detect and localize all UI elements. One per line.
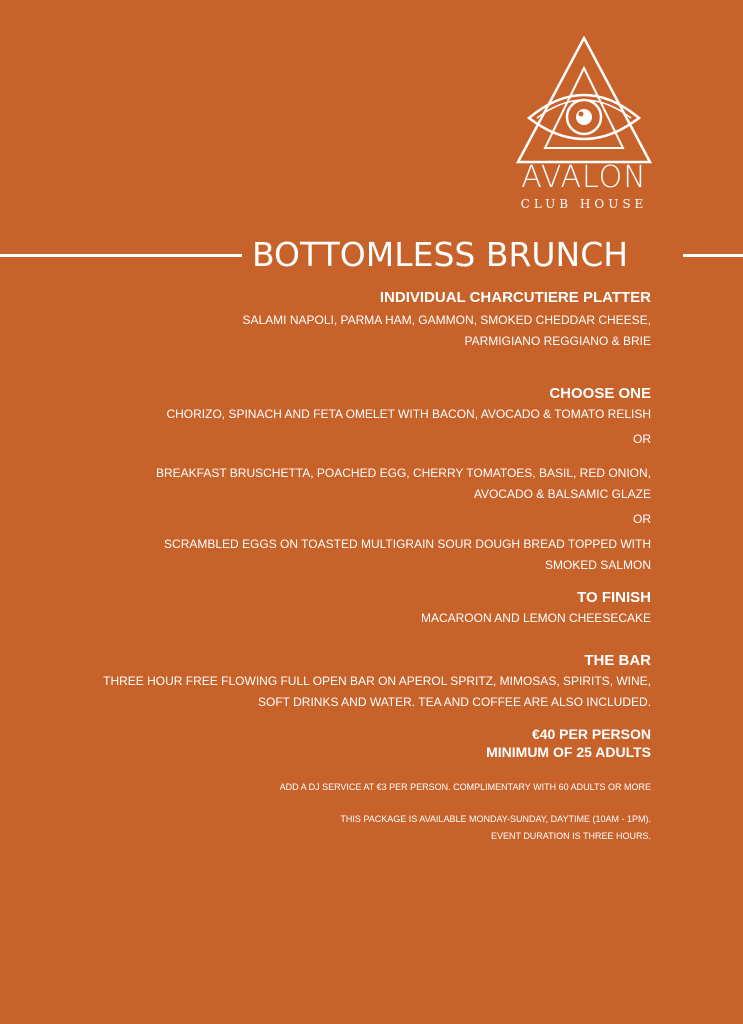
choose-one-heading: CHOOSE ONE — [549, 385, 651, 402]
bar-line: THREE HOUR FREE FLOWING FULL OPEN BAR ON APEROL SPRITZ, MIMOSAS, SPIRITS, WINE, — [103, 674, 651, 688]
option-line: BREAKFAST BRUSCHETTA, POACHED EGG, CHERRY TOMATOES, BASIL, RED ONION, — [156, 466, 651, 480]
bar-heading: THE BAR — [584, 652, 651, 669]
logo-tagline: CLUB HOUSE — [520, 197, 648, 211]
platter-section — [31, 288, 651, 352]
price-label: €40 PER PERSON — [531, 726, 651, 742]
menu-content — [31, 288, 651, 845]
to-finish-heading: TO FINISH — [577, 589, 651, 606]
availability-note: THIS PACKAGE IS AVAILABLE MONDAY-SUNDAY, DAYTIME (10AM - 1PM). — [340, 814, 651, 824]
bar-section — [31, 651, 651, 713]
option-separator: OR — [633, 432, 651, 446]
eye-in-triangle-icon — [515, 36, 653, 166]
avalon-logo — [515, 36, 653, 214]
title-divider-left — [0, 254, 242, 257]
platter-line: PARMIGIANO REGGIANO & BRIE — [464, 334, 651, 348]
option-line: SMOKED SALMON — [544, 558, 651, 572]
to-finish-section — [31, 588, 651, 629]
page-title: BOTTOMLESS BRUNCH — [252, 235, 629, 274]
option-separator: OR — [633, 512, 651, 526]
choose-one-section — [31, 384, 651, 576]
option-line: CHORIZO, SPINACH AND FETA OMELET WITH BACON, AVOCADO & TOMATO RELISH — [166, 407, 651, 421]
platter-line: SALAMI NAPOLI, PARMA HAM, GAMMON, SMOKED CHEDDAR CHEESE, — [242, 313, 651, 327]
duration-note: EVENT DURATION IS THREE HOURS. — [490, 831, 651, 841]
pricing-section — [31, 725, 651, 761]
logo-name: AVALON — [521, 160, 647, 195]
platter-heading: INDIVIDUAL CHARCUTIERE PLATTER — [379, 289, 651, 306]
minimum-label: MINIMUM OF 25 ADULTS — [486, 744, 651, 760]
option-line: SCRAMBLED EGGS ON TOASTED MULTIGRAIN SOUR DOUGH BREAD TOPPED WITH — [164, 537, 651, 551]
title-divider-right — [683, 254, 743, 257]
notes-section — [31, 779, 651, 845]
to-finish-line: MACAROON AND LEMON CHEESECAKE — [420, 611, 651, 625]
option-line: AVOCADO & BALSAMIC GLAZE — [473, 487, 651, 501]
dj-note: ADD A DJ SERVICE AT €3 PER PERSON. COMPLIMENTARY WITH 60 ADULTS OR MORE — [279, 782, 651, 792]
bar-line: SOFT DRINKS AND WATER. TEA AND COFFEE ARE ALSO INCLUDED. — [258, 695, 651, 709]
